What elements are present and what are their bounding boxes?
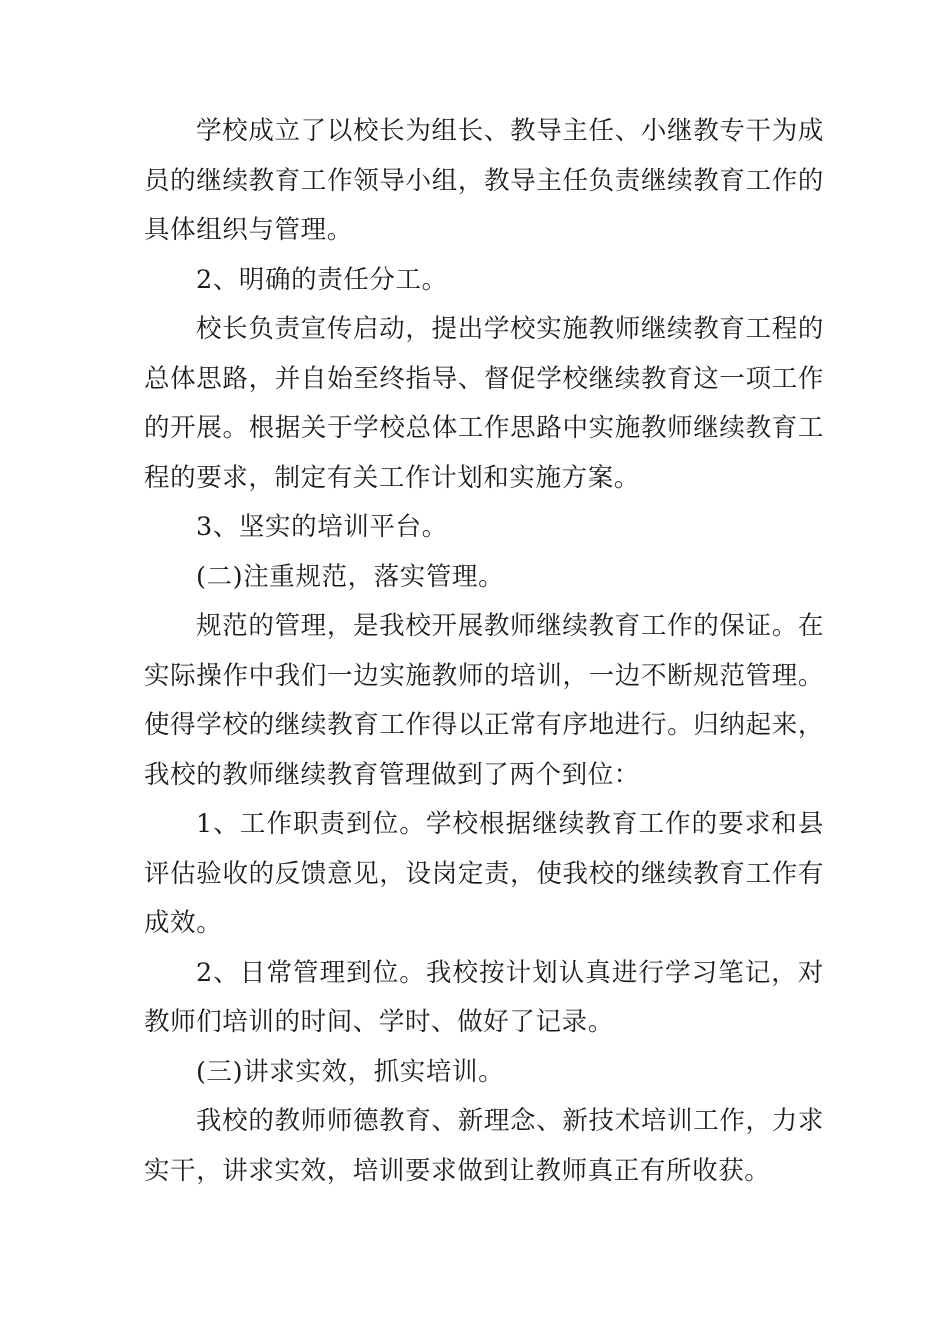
document-body [144, 107, 824, 1196]
paragraph-section-three-heading: (三)讲求实效，抓实培训。 [196, 1056, 505, 1087]
paragraph-daily-management: 2、日常管理到位。我校按计划认真进行学习笔记，对教师们培训的时间、学时、做好了记录。 [144, 957, 824, 1037]
paragraph-job-duties: 1、工作职责到位。学校根据继续教育工作的要求和县评估验收的反馈意见，设岗定责，使我校的继续教育工作有成效。 [144, 809, 824, 938]
paragraph-heading-training-platform: 3、坚实的培训平台。 [196, 512, 448, 542]
paragraph-leadership-group: 学校成立了以校长为组长、教导主任、小继教专干为成员的继续教育工作领导小组，教导主任负责继续教育工作的具体组织与管理。 [144, 116, 824, 245]
paragraph-training-effect: 我校的教师师德教育、新理念、新技术培训工作，力求实干，讲求实效，培训要求做到让教师真正有所收获。 [144, 1106, 824, 1186]
paragraph-principal-duties: 校长负责宣传启动，提出学校实施教师继续教育工程的总体思路，并自始至终指导、督促学校继续教育这一项工作的开展。根据关于学校总体工作思路中实施教师继续教育工程的要求，制定有关工作计划和实施方案。 [144, 314, 824, 493]
paragraph-section-two-heading: (二)注重规范，落实管理。 [196, 561, 505, 592]
paragraph-standard-management: 规范的管理，是我校开展教师继续教育工作的保证。在实际操作中我们一边实施教师的培训，一边不断规范管理。使得学校的继续教育工作得以正常有序地进行。归纳起来，我校的教师继续教育管理做到了两个到位： [144, 611, 824, 790]
paragraph-heading-responsibility: 2、明确的责任分工。 [196, 264, 448, 295]
